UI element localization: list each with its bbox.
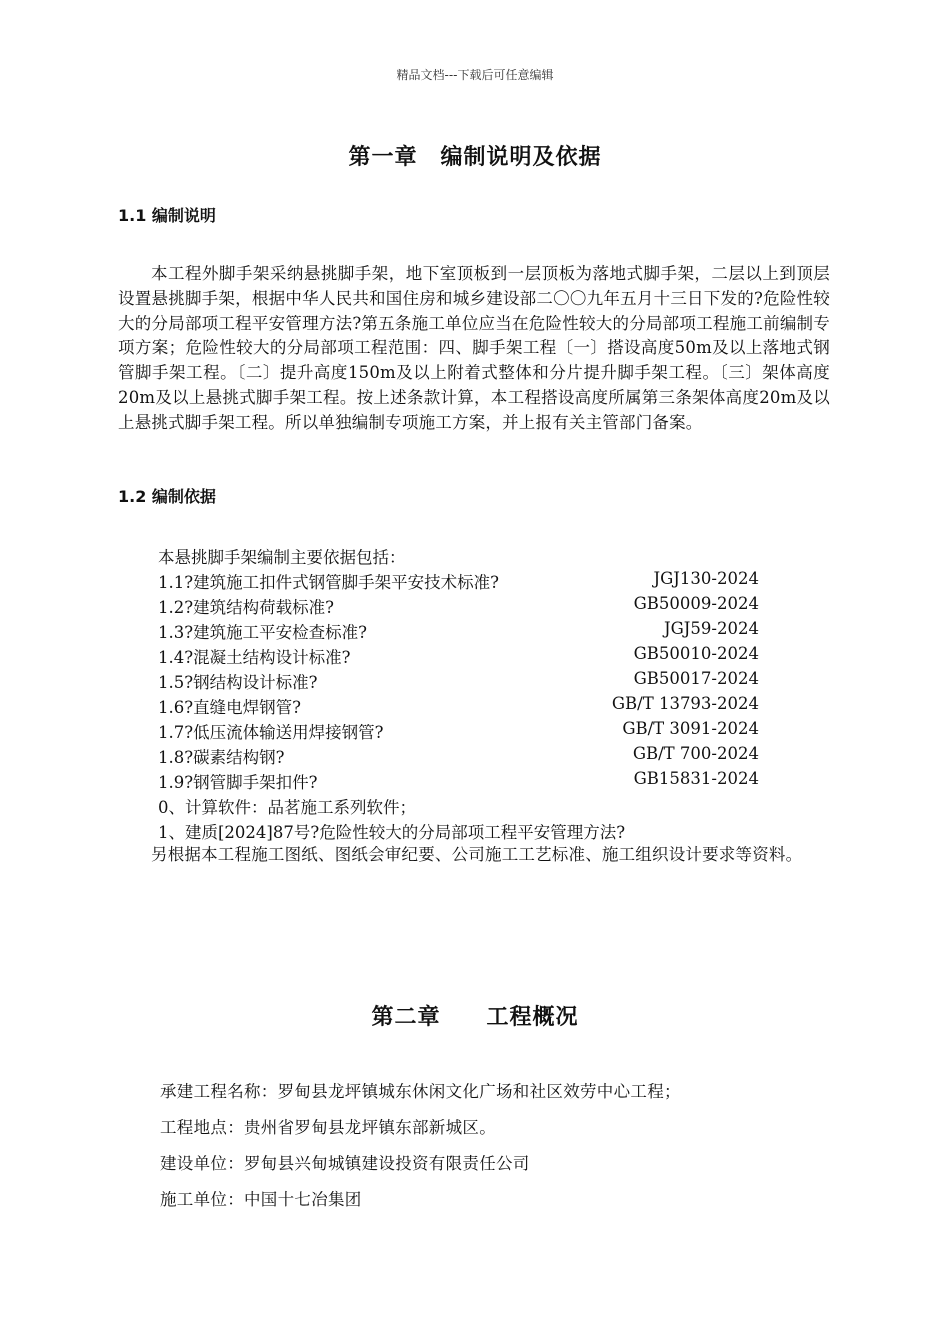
reference-code: JGJ59-2024 <box>664 619 759 638</box>
reference-title: 1.9?钢管脚手架扣件? <box>158 773 318 792</box>
reference-title: 1.1?建筑施工扣件式钢管脚手架平安技术标准? <box>158 573 499 592</box>
reference-code: GB/T 700-2024 <box>632 744 759 763</box>
reference-title: 1.8?碳素结构钢? <box>158 748 285 767</box>
software-line: 0、计算软件：品茗施工系列软件； <box>158 798 416 817</box>
reference-row <box>158 694 759 719</box>
references-intro: 本悬挑脚手架编制主要依据包括： <box>158 548 406 567</box>
construction-unit: 建设单位：罗甸县兴甸城镇建设投资有限责任公司 <box>160 1154 530 1173</box>
reference-title: 1.2?建筑结构荷载标准? <box>158 598 334 617</box>
reference-row <box>158 644 759 669</box>
chapter-1-title: 第一章 编制说明及依据 <box>348 145 602 170</box>
page-header: 精品文档---下载后可任意编辑 <box>396 68 554 82</box>
reference-title: 1.6?直缝电焊钢管? <box>158 698 301 717</box>
reference-title: 1.4?混凝土结构设计标准? <box>158 648 351 667</box>
contractor-unit: 施工单位：中国十七冶集团 <box>160 1190 362 1209</box>
project-name: 承建工程名称：罗甸县龙坪镇城东休闲文化广场和社区效劳中心工程； <box>160 1082 681 1101</box>
reference-row <box>158 744 759 769</box>
section-1-1-title: 1.1 编制说明 <box>118 206 216 225</box>
reference-code: GB/T 13793-2024 <box>611 694 759 713</box>
reference-code: GB15831-2024 <box>633 769 759 788</box>
other-basis-paragraph: 另根据本工程施工图纸、图纸会审纪要、公司施工工艺标准、施工组织设计要求等资料。 <box>151 845 803 864</box>
chapter-2-title: 第二章 工程概况 <box>371 1005 579 1030</box>
regulation-line: 1、建质[2024]87号?危险性较大的分局部项工程平安管理方法? <box>158 823 626 842</box>
reference-code: GB50010-2024 <box>633 644 759 663</box>
reference-row <box>158 569 759 594</box>
reference-code: GB50017-2024 <box>633 669 759 688</box>
reference-row <box>158 769 759 794</box>
reference-code: JGJ130-2024 <box>653 569 759 588</box>
section-1-2-title: 1.2 编制依据 <box>118 487 216 506</box>
project-location: 工程地点：贵州省罗甸县龙坪镇东部新城区。 <box>160 1118 496 1137</box>
reference-title: 1.5?钢结构设计标准? <box>158 673 318 692</box>
reference-code: GB/T 3091-2024 <box>622 719 759 738</box>
reference-title: 1.3?建筑施工平安检查标准? <box>158 623 367 642</box>
section-1-1-paragraph: 本工程外脚手架采纳悬挑脚手架，地下室顶板到一层顶板为落地式脚手架，二层以上到顶层设置悬挑脚手架，根据中华人民共和国住房和城乡建设部二〇〇九年五月十三日下发的?危险性较大的分局部项工程平安管理方法?第五条施工单位应当在危险性较大的分局部项工程施工前编制专项方案；危险性较大的分局部项工程范围：四、脚手架工程〔一〕搭设高度50m及以上落地式钢管脚手架工程。〔二〕提升高度150m及以上附着式整体和分片提升脚手架工程。〔三〕架体高度20m及以上悬挑式脚手架工程。按上述条款计算，本工程搭设高度所属第三条架体高度20m及以上悬挑式脚手架工程。所以单独编制专项施工方案，并上报有关主管部门备案。 <box>118 264 830 432</box>
reference-row <box>158 669 759 694</box>
reference-code: GB50009-2024 <box>633 594 759 613</box>
reference-row <box>158 619 759 644</box>
reference-row <box>158 719 759 744</box>
reference-row <box>158 594 759 619</box>
reference-title: 1.7?低压流体输送用焊接钢管? <box>158 723 384 742</box>
